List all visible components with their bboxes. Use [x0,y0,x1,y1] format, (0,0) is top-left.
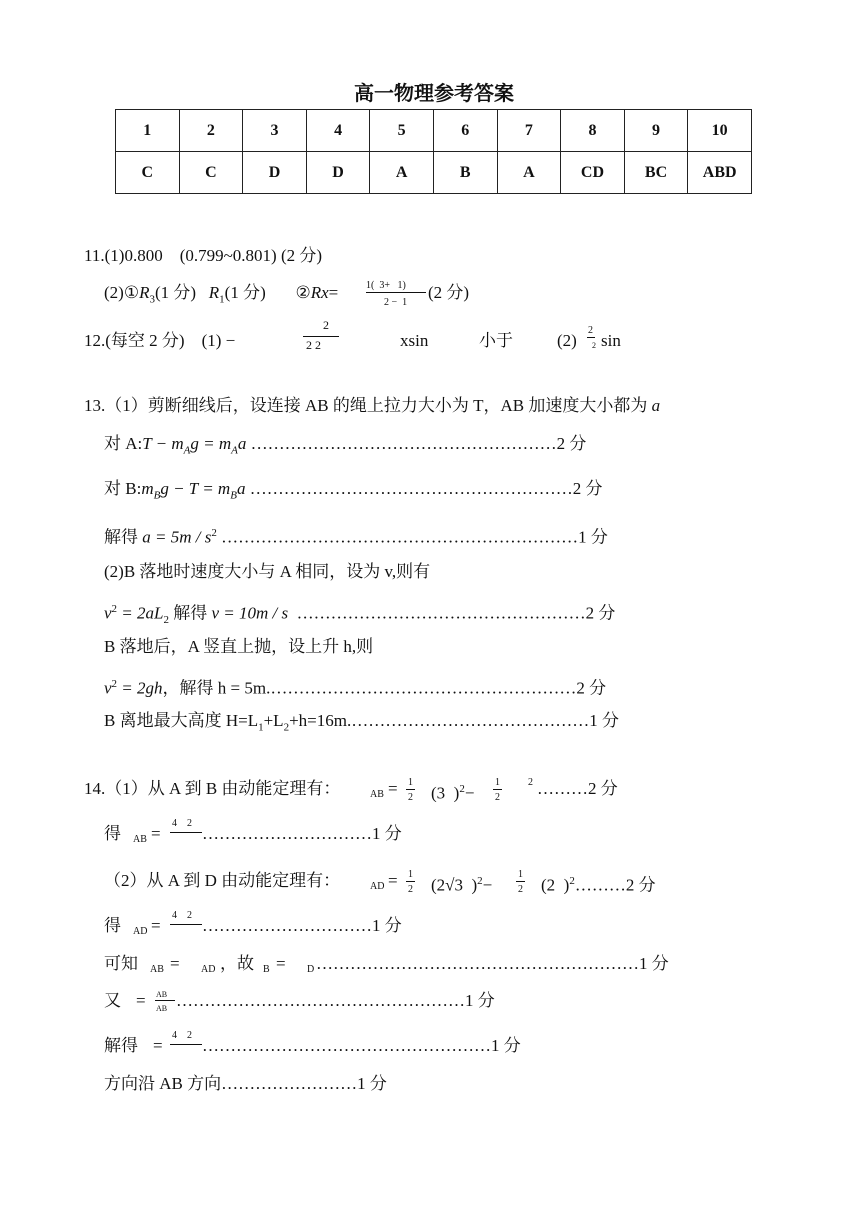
q14-half-den: 2 [408,792,413,803]
q14-line3-half2-num: 1 [518,869,523,880]
table-cell: C [179,152,243,194]
text: A [183,444,191,457]
text: 对 B: [104,479,142,498]
text: = [328,283,339,302]
table-cell: 10 [688,110,752,152]
text: 2 [569,875,575,887]
q14-line7-eq: = [153,1036,163,1055]
q13-line7: B 落地后，A 竖直上抛，设上升 h,则 [104,637,374,656]
table-cell: 5 [370,110,434,152]
q14-line2-score: …………………………1 分 [202,824,402,843]
text: ，解得 h = 5m.………………………………………………2 分 [162,678,607,698]
fraction-bar [406,789,415,790]
text: 2 [111,603,118,615]
text: 解得 [168,603,212,623]
text: a [236,479,246,498]
text: − [482,875,493,895]
text: a [651,396,661,415]
page-title: 高一物理参考答案 [354,81,514,105]
q14-line7-score: ……………………………………………1 分 [202,1036,521,1055]
q13-line5: (2)B 落地时速度大小与 A 相同，设为 v,则有 [104,562,431,581]
text: = 2aL [117,603,164,623]
q13-line2 [104,434,586,460]
table-cell: C [116,152,180,194]
q14-score1: ………2 分 [537,779,618,798]
text: R [208,283,220,302]
q11-line2 [104,283,338,309]
q14-line3-half-den: 2 [408,884,413,895]
table-cell: 6 [433,110,497,152]
q13-line6 [104,599,615,630]
table-cell: 8 [561,110,625,152]
table-cell: 4 [306,110,370,152]
text: v [104,678,112,698]
q14-line7-a: 解得 [104,1036,138,1055]
answer-table [115,109,752,194]
text: +L [263,711,284,730]
text: g = m [190,434,232,453]
text: 对 A: [104,434,143,453]
text: v = 10m / s [211,603,289,623]
q11-fraction-numerator: 1( 3+ 1) [366,280,406,291]
table-cell: ABD [688,152,752,194]
text: (3 ) [431,783,460,803]
q14-line5-s3: B [263,964,270,975]
text: m [141,479,154,498]
text: ………………………………………………2 分 [246,434,587,453]
q14-line3-sub: AD [370,881,385,892]
q14-line3-text: （2）从 A 到 D 由动能定理有： [104,871,341,890]
table-cell: 2 [179,110,243,152]
text: T − m [142,434,184,453]
q14-line4-eq: = [151,916,161,935]
table-cell: A [497,152,561,194]
q14-term [431,779,474,804]
q14-line5-a: 可知 [104,954,138,973]
text: ……………………………………………2 分 [288,603,616,623]
q14-line2: 得 [104,824,121,843]
q14-line6-num: AB [156,990,168,999]
fraction-bar [303,336,339,337]
q14-line2-eq: = [151,824,161,843]
text: a [237,434,247,453]
text: (2 ) [541,875,570,895]
q12-part2: (2) [557,331,577,350]
q11-fraction-denominator: 2 − 1 [384,297,408,308]
text: 2 [477,875,483,887]
q12-sin: sin [601,331,621,350]
table-cell: 3 [243,110,307,152]
q14-line4-num: 4 2 [172,910,192,921]
text: (2√3 ) [431,875,478,895]
text: = 2gh [117,678,163,698]
table-cell: BC [624,152,688,194]
q14-line3-eq: = [388,871,398,890]
q13-line3 [104,479,602,505]
q14-line5-s4: D [307,964,315,975]
text: 解得 [104,527,143,547]
table-cell: A [370,152,434,194]
text: 2 [111,678,118,690]
q12-part2-numerator: 2 [588,325,593,336]
answer-table-number-row [116,110,752,152]
q14-half2-num: 1 [495,777,500,788]
text: a = 5m / s [142,527,212,547]
text: 13.（1）剪断细线后，设连接 AB 的绳上拉力大小为 T，AB 加速度大小都为 [84,396,652,415]
text: (1 分) [154,283,209,302]
table-cell: 9 [624,110,688,152]
q12-less-than: 小于 [479,331,513,350]
fraction-bar [493,789,502,790]
q14-line2-num: 4 2 [172,818,192,829]
q14-sub: AB [370,789,384,800]
q14-line1-text: 14.（1）从 A 到 B 由动能定理有： [84,779,341,798]
q11-line1: 11.(1)0.800 (0.799~0.801) (2 分) [84,246,323,265]
q14-line3-term [431,871,492,896]
q14-line6-score: ……………………………………………1 分 [176,991,495,1010]
q14-line4: 得 [104,916,121,935]
q14-line6-eq: = [136,991,146,1010]
text: 1 [219,293,225,306]
fraction-bar [170,1044,202,1045]
table-cell: D [306,152,370,194]
text: B 离地最大高度 H=L [104,711,259,730]
fraction-bar [516,881,525,882]
q13-line8 [104,674,606,699]
q13-line1 [84,396,660,416]
q14-half2-den: 2 [495,792,500,803]
text: 2 [163,614,169,627]
q14-line8: 方向沿 AB 方向……………………1 分 [104,1074,387,1093]
q14-line7-num: 4 2 [172,1030,192,1041]
text: 1 [258,721,264,734]
fraction-bar [406,881,415,882]
q14-line6-a: 又 [104,991,121,1010]
text: +h=16m.……………………………………1 分 [289,711,619,730]
text: 2 [211,527,217,539]
q12-xsin: xsin [400,331,429,350]
table-cell: 7 [497,110,561,152]
text: ………………………………………………………1 分 [216,527,608,547]
q14-line3-half2-den: 2 [518,884,523,895]
q12-fraction-denominator: 2 2 [306,338,321,352]
q11-score: (2 分) [428,283,470,302]
q14-line5-score: …………………………………………………1 分 [316,954,669,973]
text: A [231,444,238,457]
table-cell: 1 [116,110,180,152]
table-cell: D [243,152,307,194]
q14-line6-den: AB [156,1004,168,1013]
fraction-bar [155,1000,175,1001]
q13-line4 [104,523,608,548]
q14-line2-sub: AB [133,834,147,845]
q14-sup2: 2 [528,777,533,788]
q14-line3-half-num: 1 [408,869,413,880]
answer-table-answer-row [116,152,752,194]
fraction-bar [366,292,426,293]
q14-line5-eq: = [170,954,180,973]
fraction-bar [170,832,202,833]
q14-line4-score: …………………………1 分 [202,916,402,935]
q14-line5-s1: AB [150,964,164,975]
q14-line4-sub: AD [133,926,148,937]
fraction-bar [587,337,595,338]
table-cell: CD [561,152,625,194]
text: B [153,489,161,502]
q12-fraction-numerator: 2 [323,318,329,332]
text: R [139,283,150,302]
q14-line5-c: ，故 [220,954,254,973]
q14-line5-eq2: = [276,954,286,973]
text: B [230,489,237,502]
text: 2 [459,783,465,795]
q14-eq: = [388,779,398,798]
q12-line-a: 12.(每空 2 分) (1) − [84,331,236,350]
q14-line5-s2: AD [201,964,216,975]
text: ………2 分 [574,875,656,895]
fraction-bar [170,924,202,925]
text: − [464,783,475,803]
q14-line3-term2 [541,871,656,896]
text: (1 分) ② [224,283,311,302]
text: 2 [283,721,290,734]
text: Rx [310,283,329,302]
text: g − T = m [160,479,231,498]
q14-half-num: 1 [408,777,413,788]
q12-part2-denominator: 2 [592,341,596,350]
table-cell: B [433,152,497,194]
text: 3 [149,293,155,306]
q13-line9 [104,711,619,737]
text: (2)① [104,283,140,302]
text: …………………………………………………2 分 [245,479,603,498]
text: v [104,603,112,623]
